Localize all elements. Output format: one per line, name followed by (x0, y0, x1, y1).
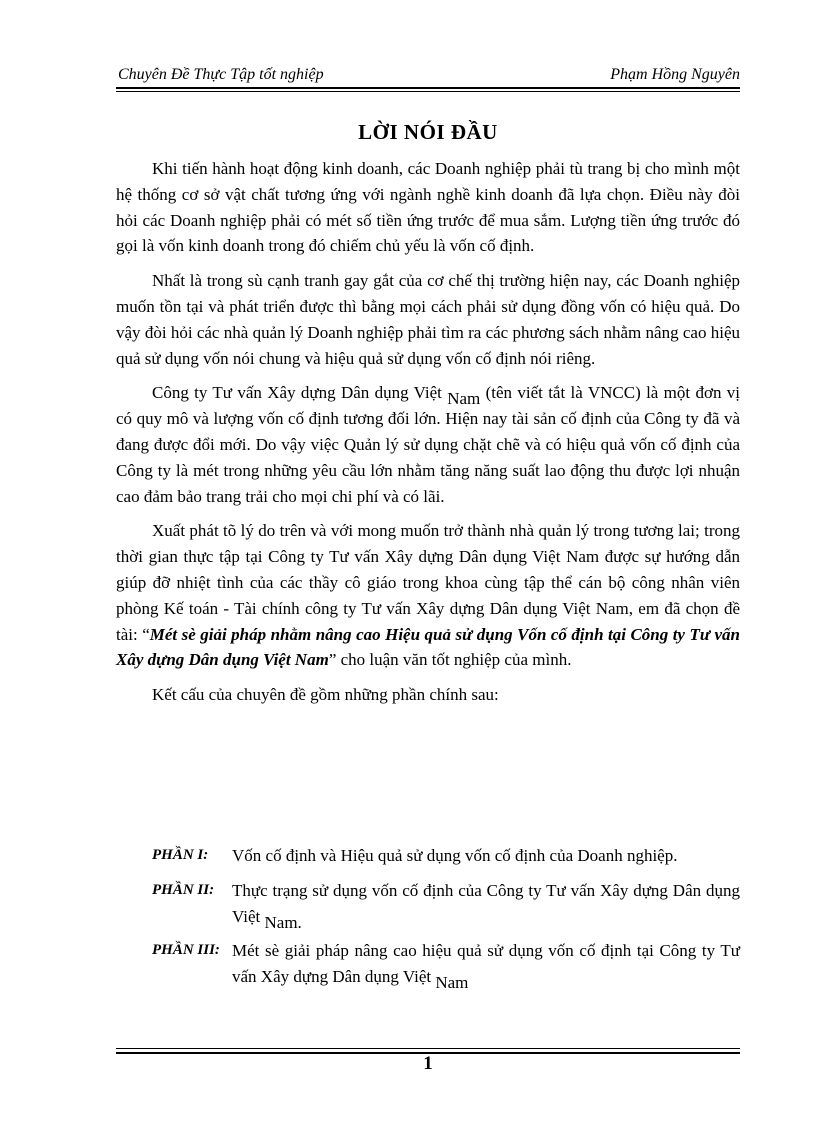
header-rule-thick (116, 87, 740, 89)
part-text (232, 938, 740, 993)
list-item (116, 938, 740, 993)
paragraph-4 (116, 518, 740, 673)
part-label: PHẦN II: (152, 881, 215, 898)
paragraph-3 (116, 380, 740, 509)
paragraph-3-sub: Nam (447, 389, 481, 409)
body-text (116, 156, 740, 716)
list-item (116, 843, 740, 869)
part-text (232, 878, 740, 930)
paragraph-4-text-b: ” cho luận văn tốt nghiệp của mình. (328, 650, 572, 670)
part-text-sub: Nam (264, 912, 298, 932)
part-text-tail: . (297, 912, 302, 932)
list-item (116, 878, 740, 930)
structure-list (116, 843, 740, 999)
page-title: LỜI NÓI ĐẦU (358, 120, 498, 144)
thesis-topic: Mét sè giải pháp nhằm nâng cao Hiệu quả sử dụng Vốn cố định tại Công ty Tư vấn Xây dựng Dân dụng Việt Nam (116, 624, 740, 670)
footer-rule-thin (116, 1048, 740, 1049)
page-number: 1 (423, 1053, 433, 1074)
header-left-text: Chuyên Đề Thực Tập tốt nghiệp (118, 66, 324, 83)
paragraph-3-text-b: (tên viết tắt là VNCC) là một đơn vị có quy mô và lượng vốn cố định tương đối lớn. Hiện nay tài sản cố định của Công ty đã và đang được đổi mới. Do vậy việc Quản lý sử dụng chặt chẽ và có hiệu quả vốn cố định của Công ty là mét trong những yêu cầu lớn nhằm tăng năng suất lao động thu được lợi nhuận cao đảm bảo trang trải cho mọi chi phí và có lãi. (116, 383, 740, 506)
header-right-text: Phạm Hồng Nguyên (610, 66, 740, 83)
part-text-main: Mét sè giải pháp nâng cao hiệu quả sử dụng vốn cố định tại Công ty Tư vấn Xây dựng Dân dụng Việt (232, 941, 740, 987)
header-rule-thin (116, 91, 740, 92)
paragraph-3-text-a: Công ty Tư vấn Xây dựng Dân dụng Việt (152, 383, 448, 403)
paragraph-1: Khi tiến hành hoạt động kinh doanh, các Doanh nghiệp phải tù trang bị cho mình một hệ thống cơ sở vật chất tương ứng với ngành nghề kinh doanh đã lựa chọn. Điều này đòi hỏi các Doanh nghiệp phải có mét số tiền ứng trước để mua sắm. Lượng tiền ứng trước đó gọi là vốn kinh doanh trong đó chiếm chủ yếu là vốn cố định. (116, 159, 740, 256)
part-text-main: Thực trạng sử dụng vốn cố định của Công ty Tư vấn Xây dựng Dân dụng Việt (232, 880, 740, 926)
part-text (232, 843, 740, 869)
structure-intro: Kết cấu của chuyên đề gồm những phần chính sau: (152, 685, 499, 705)
paragraph-2: Nhất là trong sù cạnh tranh gay gắt của cơ chế thị trường hiện nay, các Doanh nghiệp muốn tồn tại và phát triển được thì bằng mọi cách phải sử dụng đồng vốn có hiệu quả. Do vậy đòi hỏi các nhà quản lý Doanh nghiệp phải tìm ra các phương sách nhằm nâng cao hiệu quả sử dụng vốn nói chung và hiệu quả sử dụng vốn cố định nói riêng. (116, 271, 740, 368)
part-text-sub: Nam (435, 973, 469, 993)
paragraph-4-text-a: Xuất phát tõ lý do trên và với mong muốn trở thành nhà quản lý trong tương lai; trong thời gian thực tập tại Công ty Tư vấn Xây dựng Dân dụng Việt Nam được sự hướng dẫn giúp đỡ nhiệt tình của các thầy cô giáo trong khoa cùng tập thể cán bộ công nhân viên phòng Kế toán - Tài chính công ty Tư vấn Xây dựng Dân dụng Việt Nam, em đã chọn đề tài: “ (116, 521, 740, 644)
part-text-main: Vốn cố định và Hiệu quả sử dụng vốn cố định của Doanh nghiệp. (232, 846, 678, 865)
part-label: PHẦN I: (152, 847, 209, 863)
part-label: PHẦN III: (152, 942, 220, 959)
page-header (116, 62, 740, 92)
